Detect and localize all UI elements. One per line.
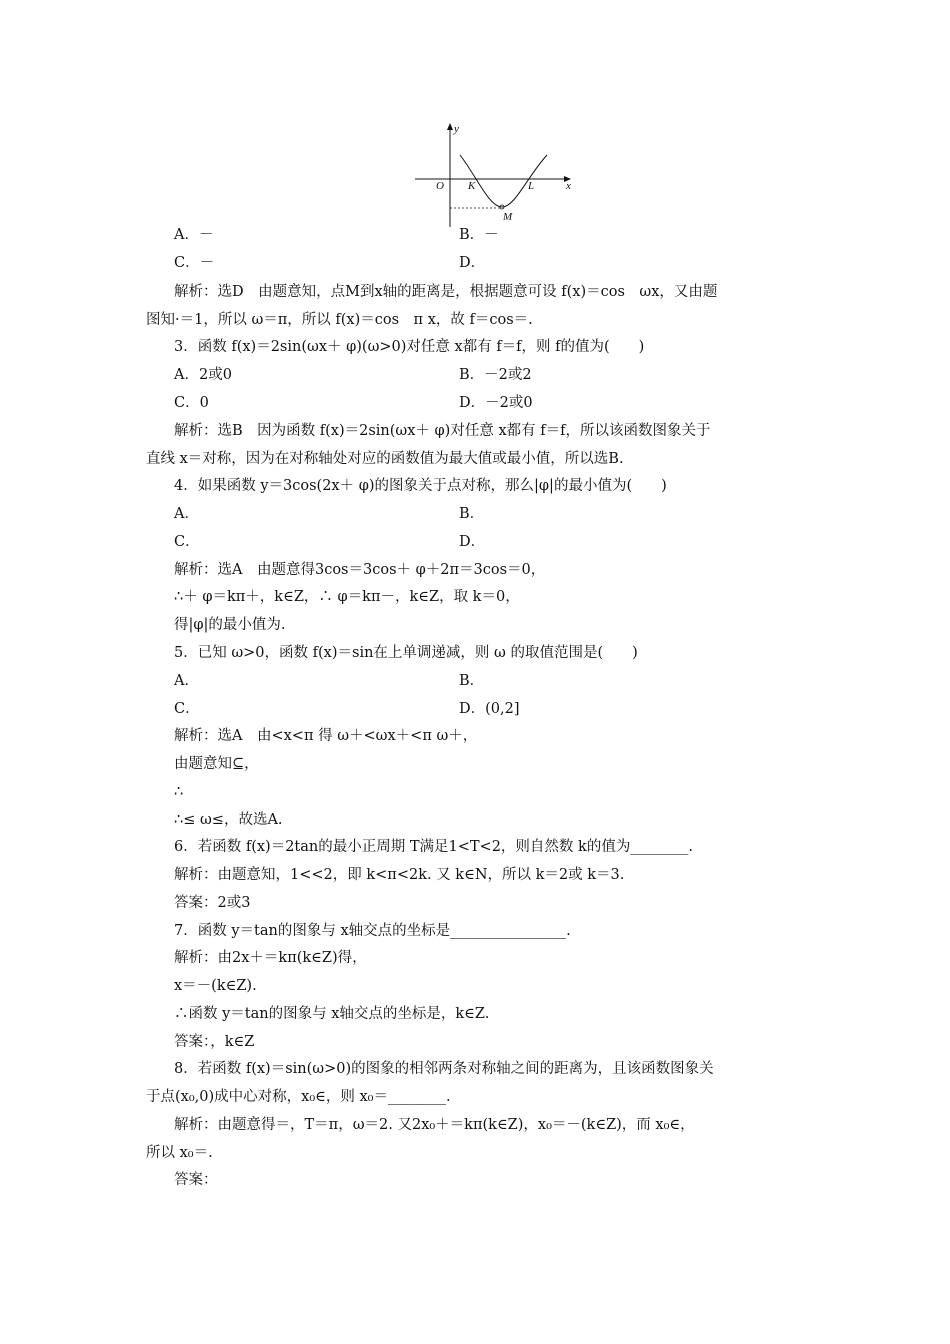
- text-line-q4-sol-2: ∴＋ φ＝kπ＋，k∈Z，∴ φ＝kπ－，k∈Z，取 k＝0，: [174, 589, 520, 605]
- text-line-q5-sol-4: ∴≤ ω≤，故选A.: [174, 812, 283, 828]
- y-axis-arrow: [447, 123, 453, 130]
- text-line-q6-sol: 解析：由题意知，1<<2，即 k<π<2k. 又 k∈N，所以 k＝2或 k＝3.: [174, 867, 625, 883]
- point-k-label: K: [468, 180, 476, 192]
- text-line-q3-opt-d: D．－2或0: [459, 395, 533, 411]
- text-line-q4-opt-d: D．: [459, 534, 486, 550]
- text-line-q2-opt-a: A．－: [174, 227, 214, 243]
- text-line-q2-sol-1: 解析：选D 由题意知，点M到x轴的距离是，根据题意可设 f(x)＝cos ωx，又由题: [174, 284, 718, 300]
- text-line-q3-sol-2: 直线 x＝对称，因为在对称轴处对应的函数值为最大值或最小值，所以选B.: [146, 451, 624, 467]
- text-line-q6-ans: 答案：2或3: [174, 895, 251, 911]
- text-line-q6-stem: 6．若函数 f(x)＝2tan的最小正周期 T满足1<T<2，则自然数 k的值为________.: [174, 839, 693, 855]
- text-line-q5-opt-b: B．: [459, 673, 485, 689]
- text-line-q4-stem: 4．如果函数 y＝3cos(2x＋ φ)的图象关于点对称，那么|φ|的最小值为( ): [174, 478, 667, 494]
- text-line-q5-opt-a: A．: [174, 673, 199, 689]
- point-m-label: M: [503, 211, 513, 223]
- text-line-q2-opt-b: B．－: [459, 227, 499, 243]
- text-line-q5-sol-3: ∴: [174, 784, 184, 800]
- text-line-q3-opt-a: A．2或0: [174, 367, 232, 383]
- text-line-q7-sol-1: 解析：由2x＋＝kπ(k∈Z)得，: [174, 950, 367, 966]
- text-line-q5-sol-2: 由题意知⊆，: [174, 756, 259, 772]
- text-line-q8-ans: 答案：: [174, 1172, 218, 1188]
- text-line-q8-stem-1: 8．若函数 f(x)＝sin(ω>0)的图象的相邻两条对称轴之间的距离为，且该函数图象关: [174, 1061, 714, 1077]
- text-line-q8-sol-2: 所以 x₀＝.: [146, 1145, 213, 1161]
- text-line-q5-opt-c: C．: [174, 701, 200, 717]
- text-line-q8-sol-1: 解析：由题意得＝，T＝π，ω＝2. 又2x₀＋＝kπ(k∈Z)，x₀＝－(k∈Z)，而 x₀∈，: [174, 1117, 695, 1133]
- text-line-q2-opt-c: C．－: [174, 255, 215, 271]
- x-axis-label: x: [566, 180, 571, 192]
- text-line-q8-stem-2: 于点(x₀,0)成中心对称，x₀∈，则 x₀＝________.: [146, 1089, 451, 1105]
- text-line-q3-sol-1: 解析：选B 因为函数 f(x)＝2sin(ωx＋ φ)对任意 x都有 f＝f，所以该函数图象关于: [174, 423, 711, 439]
- text-line-q4-sol-3: 得|φ|的最小值为.: [174, 617, 286, 633]
- text-line-q5-sol-1: 解析：选A 由<x<π 得 ω＋<ωx＋<π ω＋，: [174, 728, 478, 744]
- text-line-q7-ans: 答案：，k∈Z: [174, 1034, 255, 1050]
- point-l-label: L: [528, 180, 535, 192]
- origin-label: O: [436, 180, 444, 192]
- text-line-q2-sol-2: 图知·＝1，所以 ω＝π，所以 f(x)＝cos π x，故 f＝cos＝.: [146, 312, 533, 328]
- text-line-q7-sol-3: ∴函数 y＝tan的图象与 x轴交点的坐标是，k∈Z.: [174, 1006, 490, 1022]
- text-line-q3-opt-c: C．0: [174, 395, 209, 411]
- text-line-q4-sol-1: 解析：选A 由题意得3cos＝3cos＋ φ＋2π＝3cos＝0，: [174, 562, 546, 578]
- text-line-q4-opt-a: A．: [174, 506, 199, 522]
- text-line-q7-stem: 7．函数 y＝tan的图象与 x轴交点的坐标是________________.: [174, 923, 571, 939]
- y-axis-label: y: [454, 123, 459, 135]
- text-line-q4-opt-c: C．: [174, 534, 200, 550]
- text-line-q3-opt-b: B．－2或2: [459, 367, 532, 383]
- text-line-q7-sol-2: x＝－(k∈Z).: [174, 978, 257, 994]
- text-line-q4-opt-b: B．: [459, 506, 485, 522]
- text-line-q5-opt-d: D．(0,2]: [459, 701, 520, 717]
- text-line-q5-stem: 5．已知 ω>0，函数 f(x)＝sin在上单调递减，则 ω 的取值范围是( ): [174, 645, 638, 661]
- text-line-q2-opt-d: D．: [459, 255, 486, 271]
- cosine-graph-figure: [405, 115, 590, 230]
- text-line-q3-stem: 3．函数 f(x)＝2sin(ωx＋ φ)(ω>0)对任意 x都有 f＝f，则 f的值为( ): [174, 339, 645, 355]
